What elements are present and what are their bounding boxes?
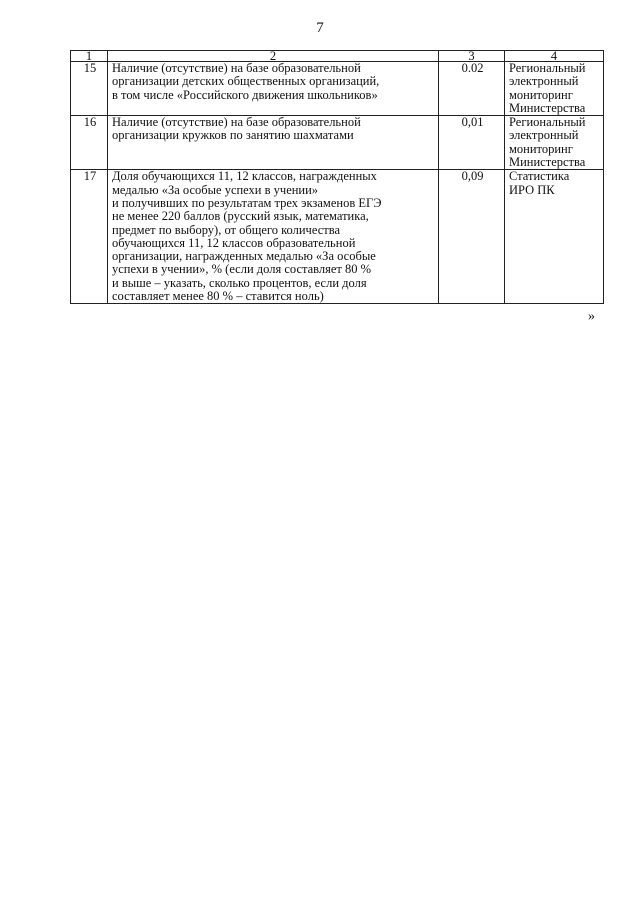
table-header-row bbox=[71, 51, 604, 62]
page-number: 7 bbox=[316, 20, 324, 36]
indicator-text: Доля обучающихся 11, 12 классов, награжденных медалью «За особые успехи в учении» и получивших по результатам трех экзаменов ЕГЭ не менее 220 баллов (русский язык, математика, предмет по выбору), от общего количества обучающихся 11, 12 классов образовательной организации, награжденных медалью «За особые успехи в учении», % (если доля составляет 80 % и выше – указать, сколько процентов, если доля составляет менее 80 % – ставится ноль) bbox=[108, 170, 439, 304]
header-col-1: 1 bbox=[71, 51, 108, 62]
indicators-table bbox=[70, 50, 604, 304]
row-number: 16 bbox=[71, 116, 108, 170]
indicator-weight: 0.02 bbox=[439, 62, 505, 116]
header-col-3: 3 bbox=[439, 51, 505, 62]
indicator-source: Региональный электронный мониторинг Министерства bbox=[505, 62, 604, 116]
indicator-source: Статистика ИРО ПК bbox=[505, 170, 604, 304]
indicator-weight: 0,09 bbox=[439, 170, 505, 304]
header-col-4: 4 bbox=[505, 51, 604, 62]
table-row bbox=[71, 170, 604, 304]
indicator-text: Наличие (отсутствие) на базе образовательной организации кружков по занятию шахматами bbox=[108, 116, 439, 170]
table-row bbox=[71, 62, 604, 116]
table-row bbox=[71, 116, 604, 170]
indicator-source: Региональный электронный мониторинг Министерства bbox=[505, 116, 604, 170]
indicator-text: Наличие (отсутствие) на базе образовательной организации детских общественных организаций, в том числе «Российского движения школьников» bbox=[108, 62, 439, 116]
row-number: 15 bbox=[71, 62, 108, 116]
indicator-weight: 0,01 bbox=[439, 116, 505, 170]
row-number: 17 bbox=[71, 170, 108, 304]
closing-quote-mark: » bbox=[588, 309, 595, 324]
header-col-2: 2 bbox=[108, 51, 439, 62]
